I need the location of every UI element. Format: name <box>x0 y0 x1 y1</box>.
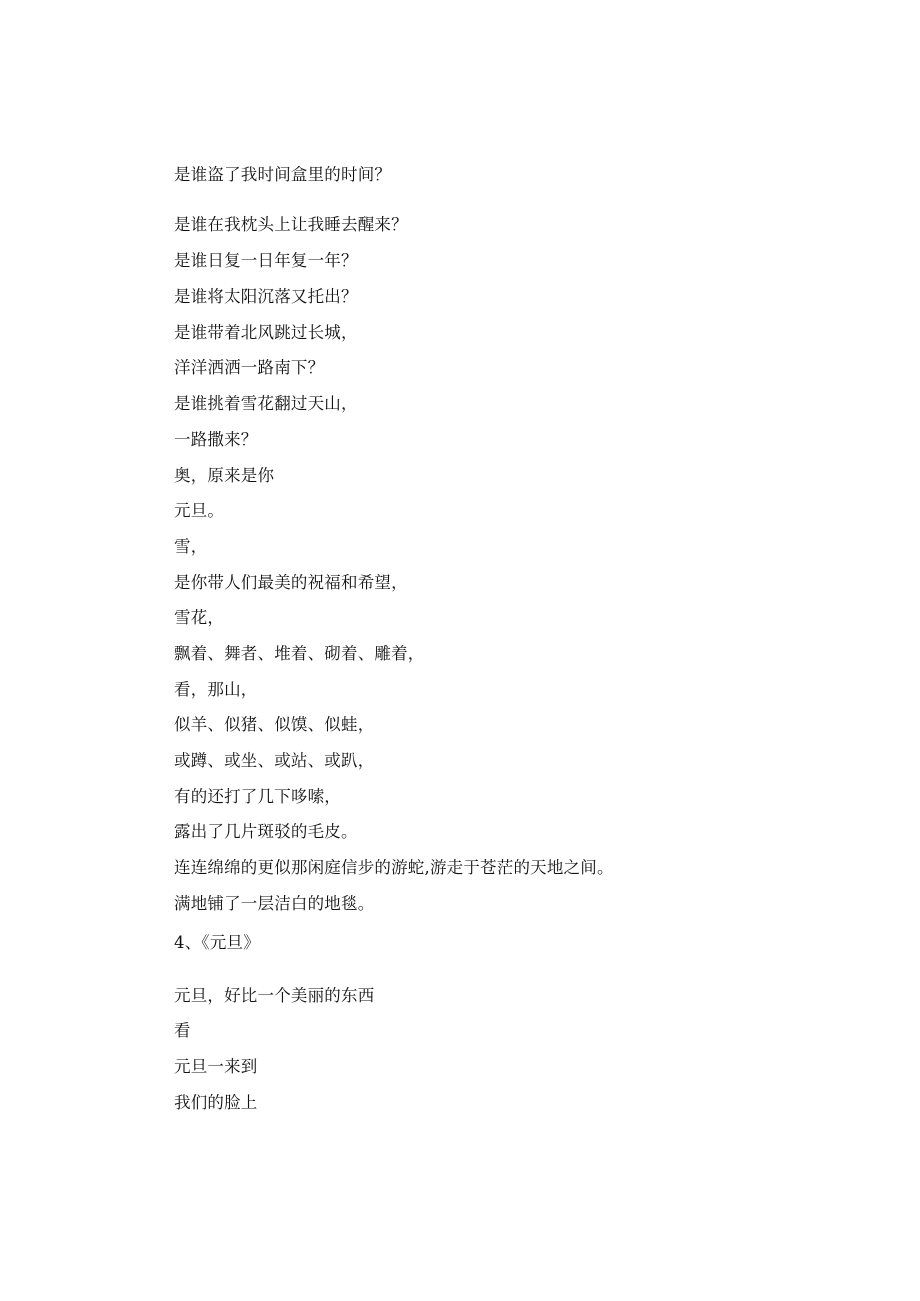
text-line: 奥，原来是你 <box>174 466 275 485</box>
text-line: 是你带人们最美的祝福和希望， <box>174 573 408 592</box>
section-heading: 4、《元旦》 <box>174 933 260 952</box>
text-line: 有的还打了几下哆嗦， <box>174 787 341 806</box>
text-line: 似羊、似猪、似馍、似蛙， <box>174 715 375 734</box>
text-line: 是谁在我枕头上让我睡去醒来？ <box>174 215 408 234</box>
text-line: 是谁带着北风跳过长城， <box>174 323 358 342</box>
text-line: 看，那山， <box>174 680 258 699</box>
text-line: 洋洋洒洒一路南下？ <box>174 358 325 377</box>
text-line: 元旦一来到 <box>174 1057 258 1076</box>
text-line: 是谁日复一日年复一年？ <box>174 251 358 270</box>
text-line: 露出了几片斑驳的毛皮。 <box>174 822 358 841</box>
text-line: 一路撒来？ <box>174 430 258 449</box>
text-line: 连连绵绵的更似那闲庭信步的游蛇,游走于苍茫的天地之间。 <box>174 858 614 877</box>
text-line: 或蹲、或坐、或站、或趴， <box>174 751 375 770</box>
text-line: 是谁将太阳沉落又托出？ <box>174 287 358 306</box>
text-line: 满地铺了一层洁白的地毯。 <box>174 894 375 913</box>
text-line: 元旦。 <box>174 501 225 520</box>
text-line: 是谁挑着雪花翻过天山， <box>174 394 358 413</box>
text-line: 飘着、舞者、堆着、砌着、雕着， <box>174 644 425 663</box>
text-line: 看 <box>174 1021 191 1040</box>
text-line: 雪， <box>174 537 208 556</box>
text-line: 是谁盗了我时间盒里的时间？ <box>174 165 392 184</box>
text-line: 元旦，好比一个美丽的东西 <box>174 986 375 1005</box>
text-line: 我们的脸上 <box>174 1093 258 1112</box>
text-line: 雪花， <box>174 608 225 627</box>
